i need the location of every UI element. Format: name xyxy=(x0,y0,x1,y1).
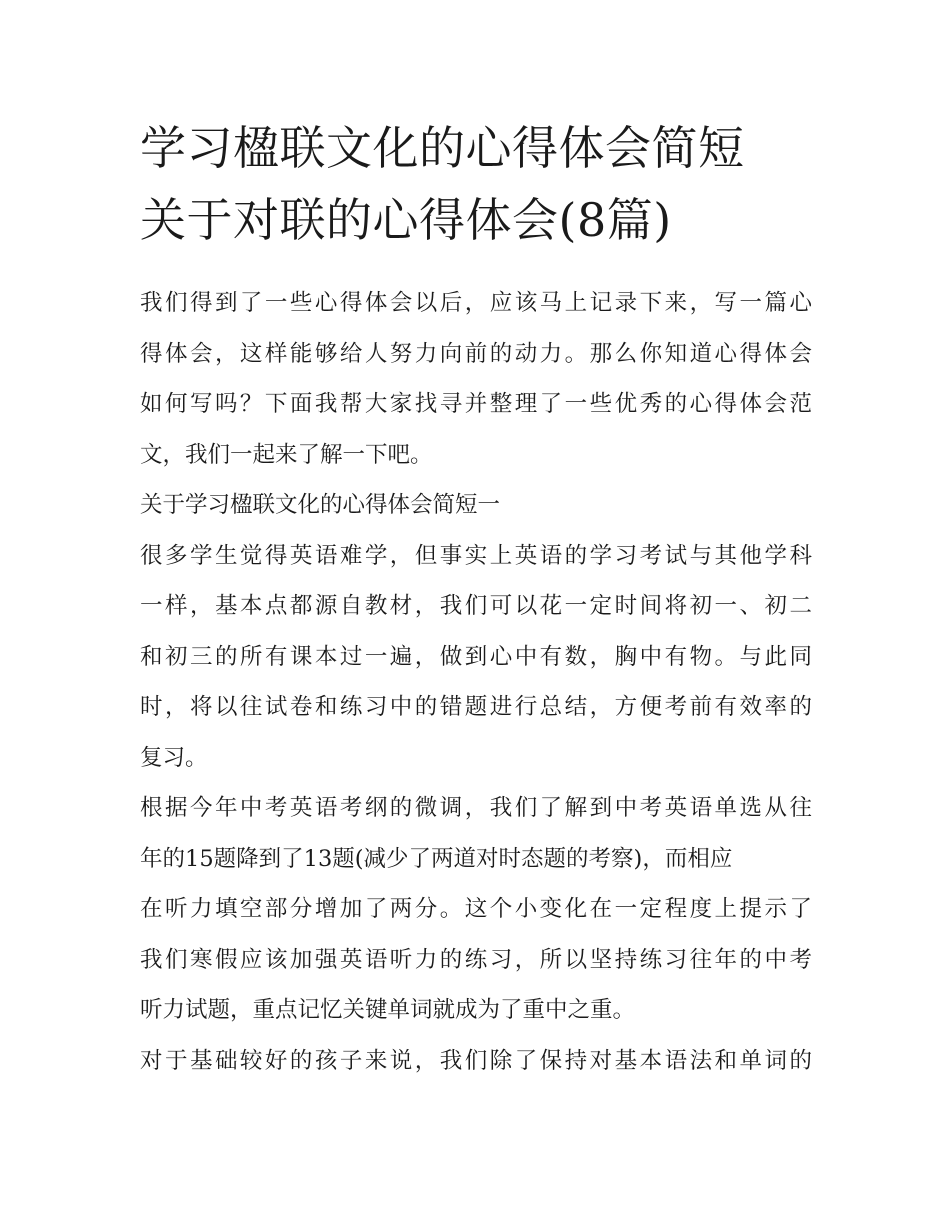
text-line: 如何写吗？下面我帮大家找寻并整理了一些优秀的心得体会范 xyxy=(140,391,812,417)
document-title xyxy=(140,112,812,256)
text-line: 文，我们一起来了解一下吧。 xyxy=(140,441,433,468)
body-paragraph xyxy=(140,531,812,784)
section-heading xyxy=(140,480,812,531)
text-line: 一样，基本点都源自教材，我们可以花一定时间将初一、初二 xyxy=(140,593,812,619)
title-line: 关于对联的心得体会(8篇) xyxy=(140,193,672,247)
intro-paragraph xyxy=(140,278,812,480)
text-line: 关于学习楹联文化的心得体会简短一 xyxy=(140,492,501,518)
text-line: 复习。 xyxy=(140,744,208,771)
text-line: 很多学生觉得英语难学，但事实上英语的学习考试与其他学科 xyxy=(140,542,812,569)
text-line: 听力试题，重点记忆关键单词就成为了重中之重。 xyxy=(140,997,636,1023)
text-line: 在听力填空部分增加了两分。这个小变化在一定程度上提示了 xyxy=(140,896,812,922)
text-line: 我们得到了一些心得体会以后，应该马上记录下来，写一篇心 xyxy=(140,290,812,316)
title-line: 学习楹联文化的心得体会简短 xyxy=(140,121,745,175)
text-line: 对于基础较好的孩子来说，我们除了保持对基本语法和单词的 xyxy=(140,1047,812,1074)
text-line: 我们寒假应该加强英语听力的练习，所以坚持练习往年的中考 xyxy=(140,946,812,973)
document-page xyxy=(140,112,812,1086)
text-line: 年的15题降到了13题(减少了两道对时态题的考察)，而相应 xyxy=(140,845,733,872)
body-paragraph xyxy=(140,783,812,1036)
text-line: 时，将以往试卷和练习中的错题进行总结，方便考前有效率的 xyxy=(140,694,812,720)
text-line: 和初三的所有课本过一遍，做到心中有数，胸中有物。与此同 xyxy=(140,643,812,670)
document-body xyxy=(140,278,812,1086)
text-line: 根据今年中考英语考纲的微调，我们了解到中考英语单选从往 xyxy=(140,795,812,821)
text-line: 得体会，这样能够给人努力向前的动力。那么你知道心得体会 xyxy=(140,340,812,367)
body-paragraph xyxy=(140,1036,812,1087)
